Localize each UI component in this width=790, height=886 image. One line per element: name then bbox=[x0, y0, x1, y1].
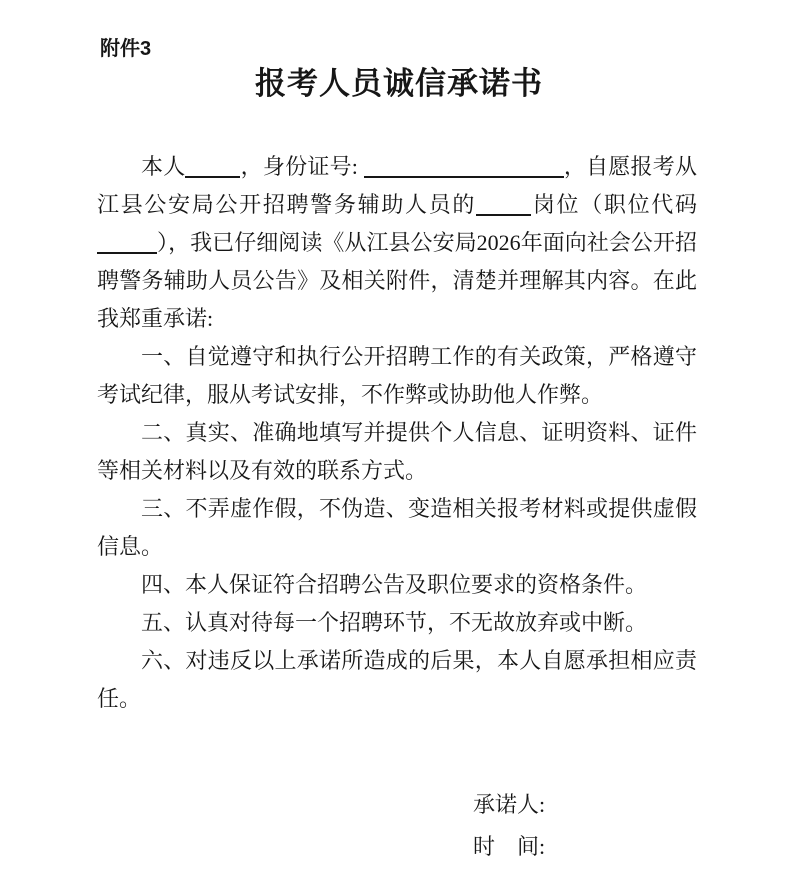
commitment-item-4: 四、本人保证符合招聘公告及职位要求的资格条件。 bbox=[141, 572, 648, 597]
promiser-label: 承诺人: bbox=[473, 792, 546, 817]
text-segment: 本人 bbox=[141, 154, 186, 179]
fill-in-blank bbox=[476, 208, 531, 216]
fill-in-blank bbox=[185, 170, 240, 178]
fill-in-blank bbox=[97, 246, 157, 254]
date-label: 时 间: bbox=[473, 834, 546, 859]
page-title: 报考人员诚信承诺书 bbox=[255, 66, 543, 101]
opening-paragraph bbox=[97, 148, 697, 338]
commitment-item-5: 五、认真对待每一个招聘环节，不无故放弃或中断。 bbox=[141, 610, 648, 635]
commitment-item-2: 二、真实、准确地填写并提供个人信息、证明资料、证件等相关材料以及有效的联系方式。 bbox=[97, 420, 697, 483]
text-segment: ，身份证号: bbox=[240, 154, 364, 179]
text-segment: ），我已仔细阅读《从江县公安局2026年面向社会公开招聘警务辅助人员公告》及相关附件，清楚并理解其内容。在此我郑重承诺: bbox=[97, 230, 697, 331]
text-segment: 岗位（职位代码 bbox=[531, 192, 697, 217]
commitment-item-3: 三、不弄虚作假，不伪造、变造相关报考材料或提供虚假信息。 bbox=[97, 496, 697, 559]
commitment-item-1: 一、自觉遵守和执行公开招聘工作的有关政策，严格遵守考试纪律，服从考试安排，不作弊或协助他人作弊。 bbox=[97, 344, 697, 407]
signature-block bbox=[473, 784, 545, 868]
commitment-item-6: 六、对违反以上承诺所造成的后果，本人自愿承担相应责任。 bbox=[97, 648, 697, 711]
fill-in-blank bbox=[364, 170, 564, 178]
document-body bbox=[97, 148, 697, 718]
attachment-label: 附件3 bbox=[100, 38, 152, 60]
text-segment: ，自愿报考从江县公安局公开招聘警务辅助人员的 bbox=[97, 154, 697, 217]
